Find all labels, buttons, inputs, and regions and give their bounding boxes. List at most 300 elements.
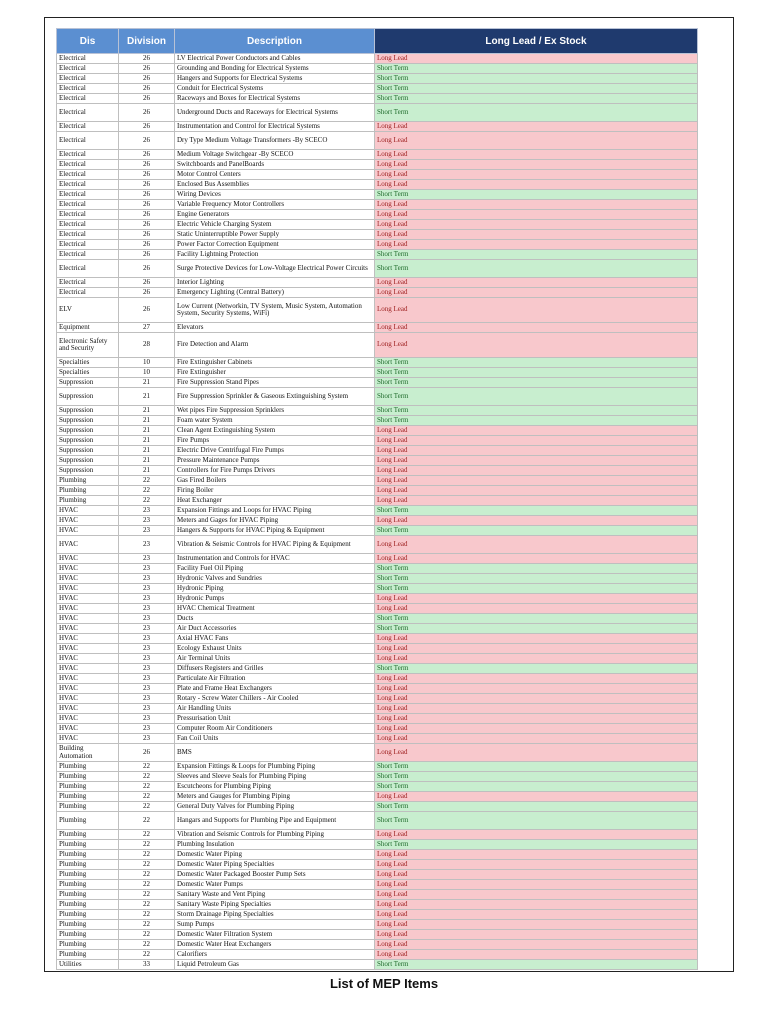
table-row xyxy=(57,584,698,594)
cell-division: 26 xyxy=(119,744,175,762)
table-row xyxy=(57,624,698,634)
cell-lead: Long Lead xyxy=(375,880,698,890)
table-row xyxy=(57,950,698,960)
cell-description: LV Electrical Power Conductors and Cables xyxy=(175,54,375,64)
cell-division: 22 xyxy=(119,812,175,830)
cell-lead: Long Lead xyxy=(375,554,698,564)
cell-dis: Plumbing xyxy=(57,900,119,910)
cell-lead: Short Term xyxy=(375,584,698,594)
cell-dis: Electrical xyxy=(57,190,119,200)
cell-dis: Electrical xyxy=(57,64,119,74)
cell-division: 22 xyxy=(119,840,175,850)
cell-description: Raceways and Boxes for Electrical Systems xyxy=(175,94,375,104)
cell-lead: Short Term xyxy=(375,772,698,782)
cell-description: Plumbing Insulation xyxy=(175,840,375,850)
cell-division: 22 xyxy=(119,772,175,782)
cell-lead: Long Lead xyxy=(375,333,698,358)
page-caption: List of MEP Items xyxy=(329,976,439,991)
table-row xyxy=(57,782,698,792)
cell-division: 22 xyxy=(119,880,175,890)
table-row xyxy=(57,516,698,526)
table-row xyxy=(57,74,698,84)
cell-dis: Electrical xyxy=(57,288,119,298)
table-row xyxy=(57,526,698,536)
cell-lead: Short Term xyxy=(375,358,698,368)
cell-division: 26 xyxy=(119,104,175,122)
cell-lead: Long Lead xyxy=(375,930,698,940)
cell-lead: Short Term xyxy=(375,802,698,812)
cell-description: Facility Lightning Protection xyxy=(175,250,375,260)
table-row xyxy=(57,930,698,940)
cell-dis: Plumbing xyxy=(57,762,119,772)
cell-division: 23 xyxy=(119,536,175,554)
cell-division: 22 xyxy=(119,782,175,792)
cell-dis: Suppression xyxy=(57,416,119,426)
cell-description: Engine Generators xyxy=(175,210,375,220)
cell-lead: Long Lead xyxy=(375,536,698,554)
cell-dis: Specialties xyxy=(57,368,119,378)
cell-lead: Short Term xyxy=(375,664,698,674)
cell-lead: Short Term xyxy=(375,64,698,74)
cell-description: Hydronic Valves and Sundries xyxy=(175,574,375,584)
cell-division: 22 xyxy=(119,830,175,840)
table-row xyxy=(57,240,698,250)
cell-description: Air Handling Units xyxy=(175,704,375,714)
cell-description: Ducts xyxy=(175,614,375,624)
cell-lead: Long Lead xyxy=(375,436,698,446)
cell-division: 22 xyxy=(119,920,175,930)
cell-division: 22 xyxy=(119,950,175,960)
cell-lead: Long Lead xyxy=(375,744,698,762)
cell-lead: Long Lead xyxy=(375,230,698,240)
cell-description: Dry Type Medium Voltage Transformers -By SCECO xyxy=(175,132,375,150)
table-row xyxy=(57,812,698,830)
cell-dis: Plumbing xyxy=(57,860,119,870)
table-row xyxy=(57,960,698,970)
cell-description: Axial HVAC Fans xyxy=(175,634,375,644)
cell-division: 23 xyxy=(119,574,175,584)
table-row xyxy=(57,744,698,762)
cell-division: 26 xyxy=(119,132,175,150)
cell-lead: Long Lead xyxy=(375,950,698,960)
cell-division: 26 xyxy=(119,278,175,288)
cell-lead: Long Lead xyxy=(375,240,698,250)
table-row xyxy=(57,594,698,604)
cell-description: Surge Protective Devices for Low-Voltage Electrical Power Circuits xyxy=(175,260,375,278)
cell-division: 26 xyxy=(119,150,175,160)
table-row xyxy=(57,200,698,210)
cell-lead: Long Lead xyxy=(375,160,698,170)
cell-division: 23 xyxy=(119,634,175,644)
cell-lead: Long Lead xyxy=(375,456,698,466)
table-row xyxy=(57,426,698,436)
table-row xyxy=(57,724,698,734)
cell-division: 28 xyxy=(119,333,175,358)
cell-dis: Equipment xyxy=(57,323,119,333)
cell-description: Computer Room Air Conditioners xyxy=(175,724,375,734)
table-row xyxy=(57,220,698,230)
cell-dis: HVAC xyxy=(57,734,119,744)
table-row xyxy=(57,122,698,132)
cell-dis: Electrical xyxy=(57,200,119,210)
table-row xyxy=(57,368,698,378)
cell-lead: Short Term xyxy=(375,624,698,634)
cell-dis: HVAC xyxy=(57,614,119,624)
cell-dis: Electrical xyxy=(57,278,119,288)
cell-division: 26 xyxy=(119,288,175,298)
cell-dis: HVAC xyxy=(57,684,119,694)
cell-description: Controllers for Fire Pumps Drivers xyxy=(175,466,375,476)
column-header-lead: Long Lead / Ex Stock xyxy=(375,29,698,54)
cell-dis: Electrical xyxy=(57,170,119,180)
cell-lead: Long Lead xyxy=(375,792,698,802)
cell-lead: Long Lead xyxy=(375,486,698,496)
cell-description: Fire Suppression Stand Pipes xyxy=(175,378,375,388)
cell-division: 26 xyxy=(119,200,175,210)
table-row xyxy=(57,436,698,446)
cell-description: Elevators xyxy=(175,323,375,333)
cell-description: Fire Extinguisher xyxy=(175,368,375,378)
cell-lead: Long Lead xyxy=(375,714,698,724)
cell-lead: Long Lead xyxy=(375,634,698,644)
cell-description: Grounding and Bonding for Electrical Systems xyxy=(175,64,375,74)
cell-description: Vibration and Seismic Controls for Plumbing Piping xyxy=(175,830,375,840)
cell-dis: Plumbing xyxy=(57,496,119,506)
cell-description: Enclosed Bus Assemblies xyxy=(175,180,375,190)
cell-dis: Electrical xyxy=(57,210,119,220)
cell-lead: Long Lead xyxy=(375,278,698,288)
table-row xyxy=(57,456,698,466)
cell-dis: Electrical xyxy=(57,260,119,278)
cell-description: Pressure Maintenance Pumps xyxy=(175,456,375,466)
cell-division: 21 xyxy=(119,466,175,476)
cell-lead: Short Term xyxy=(375,840,698,850)
table-row xyxy=(57,802,698,812)
table-row xyxy=(57,634,698,644)
mep-items-table xyxy=(56,28,698,970)
cell-division: 26 xyxy=(119,180,175,190)
cell-dis: Electrical xyxy=(57,94,119,104)
cell-description: Firing Boiler xyxy=(175,486,375,496)
table-row xyxy=(57,840,698,850)
cell-dis: Plumbing xyxy=(57,920,119,930)
cell-lead: Short Term xyxy=(375,762,698,772)
table-row xyxy=(57,714,698,724)
cell-division: 26 xyxy=(119,250,175,260)
table-body xyxy=(57,54,698,970)
table-row xyxy=(57,614,698,624)
cell-description: Meters and Gauges for Plumbing Piping xyxy=(175,792,375,802)
cell-dis: Electrical xyxy=(57,122,119,132)
cell-description: BMS xyxy=(175,744,375,762)
table-row xyxy=(57,54,698,64)
cell-lead: Long Lead xyxy=(375,170,698,180)
cell-lead: Long Lead xyxy=(375,288,698,298)
table-row xyxy=(57,850,698,860)
cell-division: 22 xyxy=(119,890,175,900)
column-header-division: Division xyxy=(119,29,175,54)
cell-division: 22 xyxy=(119,792,175,802)
cell-lead: Long Lead xyxy=(375,644,698,654)
cell-dis: HVAC xyxy=(57,536,119,554)
cell-division: 23 xyxy=(119,724,175,734)
cell-division: 23 xyxy=(119,714,175,724)
cell-dis: Plumbing xyxy=(57,792,119,802)
cell-lead: Long Lead xyxy=(375,684,698,694)
cell-dis: HVAC xyxy=(57,554,119,564)
cell-description: Fan Coil Units xyxy=(175,734,375,744)
cell-division: 26 xyxy=(119,64,175,74)
cell-lead: Short Term xyxy=(375,526,698,536)
cell-division: 22 xyxy=(119,496,175,506)
cell-dis: ELV xyxy=(57,298,119,323)
cell-description: Domestic Water Pumps xyxy=(175,880,375,890)
table-row xyxy=(57,132,698,150)
cell-division: 23 xyxy=(119,564,175,574)
cell-dis: Specialties xyxy=(57,358,119,368)
cell-division: 23 xyxy=(119,674,175,684)
cell-division: 26 xyxy=(119,84,175,94)
cell-dis: Plumbing xyxy=(57,802,119,812)
table-row xyxy=(57,378,698,388)
cell-lead: Short Term xyxy=(375,74,698,84)
cell-lead: Short Term xyxy=(375,94,698,104)
cell-description: Motor Control Centers xyxy=(175,170,375,180)
cell-description: Switchboards and PanelBoards xyxy=(175,160,375,170)
cell-description: Foam water System xyxy=(175,416,375,426)
table-row xyxy=(57,288,698,298)
cell-description: Air Terminal Units xyxy=(175,654,375,664)
cell-dis: Electrical xyxy=(57,150,119,160)
table-row xyxy=(57,210,698,220)
cell-division: 21 xyxy=(119,406,175,416)
table-row xyxy=(57,564,698,574)
cell-description: Calorifiers xyxy=(175,950,375,960)
cell-dis: Plumbing xyxy=(57,812,119,830)
cell-lead: Short Term xyxy=(375,368,698,378)
cell-dis: Suppression xyxy=(57,466,119,476)
cell-division: 23 xyxy=(119,644,175,654)
cell-dis: Plumbing xyxy=(57,910,119,920)
table-row xyxy=(57,230,698,240)
cell-description: Hydronic Pumps xyxy=(175,594,375,604)
table-row xyxy=(57,94,698,104)
table-row xyxy=(57,190,698,200)
cell-description: Domestic Water Piping xyxy=(175,850,375,860)
table-row xyxy=(57,496,698,506)
cell-division: 22 xyxy=(119,860,175,870)
cell-lead: Long Lead xyxy=(375,734,698,744)
cell-description: Ecology Exhaust Units xyxy=(175,644,375,654)
table-row xyxy=(57,323,698,333)
table-row xyxy=(57,910,698,920)
cell-dis: Electrical xyxy=(57,160,119,170)
table-row xyxy=(57,150,698,160)
table-row xyxy=(57,554,698,564)
cell-lead: Long Lead xyxy=(375,860,698,870)
cell-division: 21 xyxy=(119,378,175,388)
cell-dis: Electrical xyxy=(57,250,119,260)
cell-description: Electric Drive Centrifugal Fire Pumps xyxy=(175,446,375,456)
cell-lead: Long Lead xyxy=(375,890,698,900)
cell-dis: Electrical xyxy=(57,132,119,150)
cell-dis: Suppression xyxy=(57,406,119,416)
cell-division: 22 xyxy=(119,870,175,880)
cell-dis: HVAC xyxy=(57,584,119,594)
cell-description: Meters and Gages for HVAC Piping xyxy=(175,516,375,526)
cell-dis: Plumbing xyxy=(57,782,119,792)
cell-description: Hangars and Supports for Plumbing Pipe and Equipment xyxy=(175,812,375,830)
cell-description: Air Duct Accessories xyxy=(175,624,375,634)
cell-division: 23 xyxy=(119,526,175,536)
cell-lead: Short Term xyxy=(375,506,698,516)
cell-description: Heat Exchanger xyxy=(175,496,375,506)
cell-description: Sanitary Waste Piping Specialties xyxy=(175,900,375,910)
cell-description: Particulate Air Filtration xyxy=(175,674,375,684)
cell-division: 22 xyxy=(119,900,175,910)
column-header-description: Description xyxy=(175,29,375,54)
cell-dis: Plumbing xyxy=(57,940,119,950)
table-row xyxy=(57,734,698,744)
cell-dis: Plumbing xyxy=(57,870,119,880)
cell-lead: Short Term xyxy=(375,260,698,278)
table-row xyxy=(57,84,698,94)
cell-dis: Suppression xyxy=(57,446,119,456)
cell-division: 21 xyxy=(119,416,175,426)
cell-dis: Plumbing xyxy=(57,890,119,900)
cell-description: Domestic Water Heat Exchangers xyxy=(175,940,375,950)
table-row xyxy=(57,694,698,704)
table-header-row xyxy=(57,29,698,54)
cell-dis: Electronic Safety and Security xyxy=(57,333,119,358)
cell-description: Fire Extinguisher Cabinets xyxy=(175,358,375,368)
table-row xyxy=(57,358,698,368)
cell-description: Sanitary Waste and Vent Piping xyxy=(175,890,375,900)
cell-lead: Short Term xyxy=(375,250,698,260)
cell-description: Escutcheons for Plumbing Piping xyxy=(175,782,375,792)
cell-lead: Long Lead xyxy=(375,940,698,950)
cell-division: 22 xyxy=(119,940,175,950)
cell-division: 33 xyxy=(119,960,175,970)
cell-lead: Long Lead xyxy=(375,674,698,684)
cell-lead: Long Lead xyxy=(375,150,698,160)
cell-division: 23 xyxy=(119,654,175,664)
cell-division: 22 xyxy=(119,850,175,860)
cell-dis: HVAC xyxy=(57,694,119,704)
cell-division: 23 xyxy=(119,594,175,604)
cell-division: 21 xyxy=(119,446,175,456)
cell-description: Diffusers Registers and Grilles xyxy=(175,664,375,674)
cell-division: 22 xyxy=(119,910,175,920)
cell-dis: HVAC xyxy=(57,516,119,526)
cell-dis: HVAC xyxy=(57,714,119,724)
table-row xyxy=(57,298,698,323)
cell-dis: HVAC xyxy=(57,604,119,614)
table-row xyxy=(57,260,698,278)
cell-dis: Suppression xyxy=(57,436,119,446)
cell-dis: HVAC xyxy=(57,644,119,654)
cell-dis: Electrical xyxy=(57,74,119,84)
cell-dis: HVAC xyxy=(57,564,119,574)
cell-description: Hydronic Piping xyxy=(175,584,375,594)
cell-division: 23 xyxy=(119,624,175,634)
cell-lead: Short Term xyxy=(375,960,698,970)
table-row xyxy=(57,880,698,890)
cell-lead: Long Lead xyxy=(375,466,698,476)
cell-description: Domestic Water Filtration System xyxy=(175,930,375,940)
cell-lead: Short Term xyxy=(375,388,698,406)
table-row xyxy=(57,644,698,654)
cell-division: 26 xyxy=(119,260,175,278)
cell-description: Low Current (Networkin, TV System, Music System, Automation System, Security Systems, WiFi) xyxy=(175,298,375,323)
cell-lead: Long Lead xyxy=(375,870,698,880)
cell-dis: Plumbing xyxy=(57,840,119,850)
cell-lead: Short Term xyxy=(375,574,698,584)
cell-dis: Electrical xyxy=(57,230,119,240)
cell-division: 21 xyxy=(119,456,175,466)
table-row xyxy=(57,446,698,456)
cell-description: Underground Ducts and Raceways for Electrical Systems xyxy=(175,104,375,122)
table-row xyxy=(57,170,698,180)
cell-division: 26 xyxy=(119,190,175,200)
cell-description: Electric Vehicle Charging System xyxy=(175,220,375,230)
cell-lead: Long Lead xyxy=(375,900,698,910)
table-row xyxy=(57,180,698,190)
table-row xyxy=(57,890,698,900)
table-row xyxy=(57,466,698,476)
cell-dis: Electrical xyxy=(57,220,119,230)
cell-division: 26 xyxy=(119,74,175,84)
cell-division: 26 xyxy=(119,54,175,64)
cell-description: Liquid Petroleum Gas xyxy=(175,960,375,970)
table-row xyxy=(57,388,698,406)
table-row xyxy=(57,250,698,260)
cell-division: 26 xyxy=(119,220,175,230)
cell-division: 10 xyxy=(119,358,175,368)
table-row xyxy=(57,860,698,870)
cell-dis: HVAC xyxy=(57,724,119,734)
cell-division: 26 xyxy=(119,122,175,132)
cell-division: 21 xyxy=(119,426,175,436)
table-row xyxy=(57,160,698,170)
cell-dis: HVAC xyxy=(57,526,119,536)
cell-division: 23 xyxy=(119,704,175,714)
cell-division: 22 xyxy=(119,762,175,772)
cell-description: Hangers & Supports for HVAC Piping & Equipment xyxy=(175,526,375,536)
cell-division: 22 xyxy=(119,486,175,496)
cell-description: Expansion Fittings and Loops for HVAC Piping xyxy=(175,506,375,516)
cell-description: Domestic Water Piping Specialties xyxy=(175,860,375,870)
cell-dis: Building Automation xyxy=(57,744,119,762)
cell-description: Storm Drainage Piping Specialties xyxy=(175,910,375,920)
cell-description: Expansion Fittings & Loops for Plumbing Piping xyxy=(175,762,375,772)
table-row xyxy=(57,704,698,714)
table-row xyxy=(57,830,698,840)
cell-division: 23 xyxy=(119,554,175,564)
table-row xyxy=(57,870,698,880)
cell-dis: Plumbing xyxy=(57,830,119,840)
cell-lead: Long Lead xyxy=(375,132,698,150)
cell-dis: Plumbing xyxy=(57,850,119,860)
cell-division: 10 xyxy=(119,368,175,378)
cell-dis: HVAC xyxy=(57,634,119,644)
cell-description: Pressurisation Unit xyxy=(175,714,375,724)
cell-description: Hangers and Supports for Electrical Systems xyxy=(175,74,375,84)
cell-lead: Long Lead xyxy=(375,122,698,132)
cell-description: Conduit for Electrical Systems xyxy=(175,84,375,94)
table-row xyxy=(57,574,698,584)
cell-lead: Long Lead xyxy=(375,426,698,436)
